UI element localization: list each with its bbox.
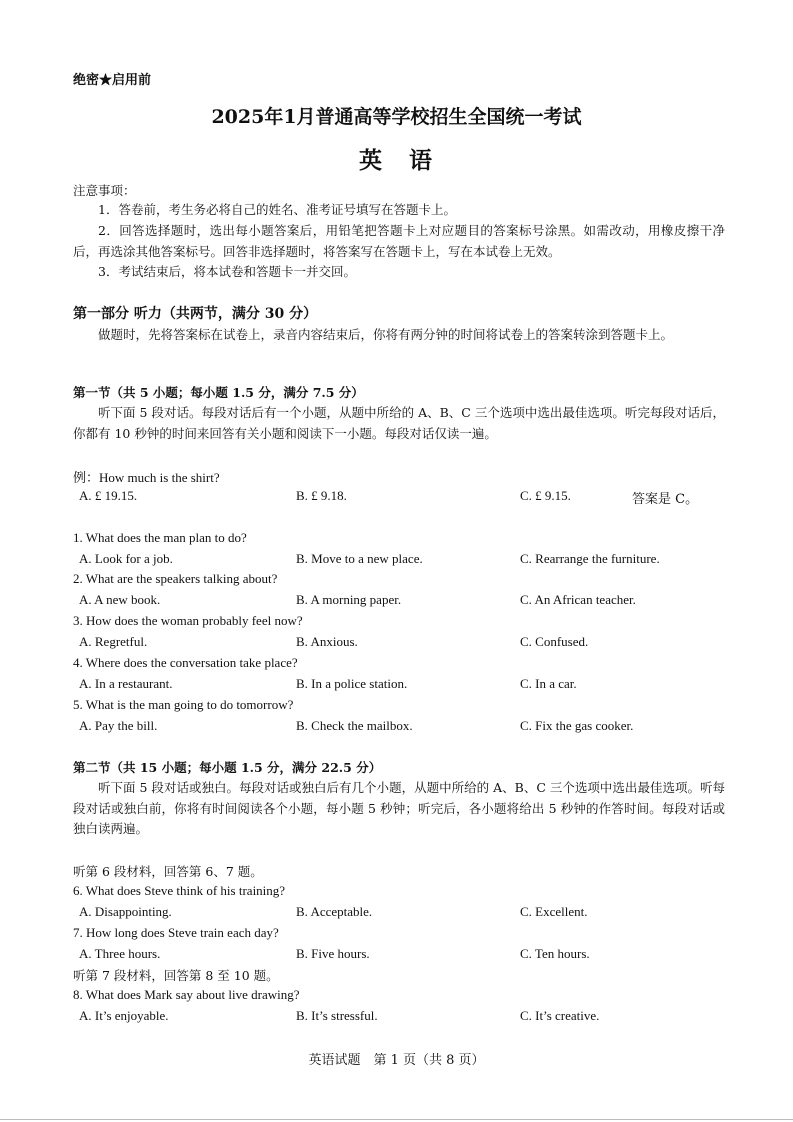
- page-footer: 英语试题 第 1 页（共 8 页）: [308, 1053, 485, 1068]
- question-3: 3. How does the woman probably feel now?: [73, 613, 303, 628]
- q5-option-c: C. Fix the gas cooker.: [520, 718, 634, 733]
- q7-option-c: C. Ten hours.: [520, 946, 590, 961]
- q2-option-c: C. An African teacher.: [520, 592, 636, 607]
- confidential-mark: 绝密★启用前: [73, 73, 152, 88]
- note-item-3: 3．考试结束后，将本试卷和答题卡一并交回。: [98, 264, 356, 279]
- question-2: 2. What are the speakers talking about?: [73, 571, 278, 586]
- q5-option-a: A. Pay the bill.: [79, 718, 158, 733]
- q2-option-b: B. A morning paper.: [296, 592, 402, 607]
- question-5: 5. What is the man going to do tomorrow?: [73, 697, 294, 712]
- q3-option-a: A. Regretful.: [79, 634, 148, 649]
- q8-option-c: C. It’s creative.: [520, 1008, 600, 1023]
- part1-intro: 做题时，先将答案标在试卷上，录音内容结束后，你将有两分钟的时间将试卷上的答案转涂到答题卡上。: [98, 327, 674, 342]
- q4-option-c: C. In a car.: [520, 676, 577, 691]
- q8-option-a: A. It’s enjoyable.: [79, 1008, 169, 1023]
- question-6: 6. What does Steve think of his training?: [73, 883, 286, 898]
- example-option-b: B. £ 9.18.: [296, 488, 347, 503]
- q8-option-b: B. It’s stressful.: [296, 1008, 378, 1023]
- example-answer: 答案是 C。: [632, 492, 699, 507]
- example-question: 例：How much is the shirt?: [73, 470, 220, 485]
- q1-option-c: C. Rearrange the furniture.: [520, 551, 660, 566]
- part1-heading: 第一部分 听力（共两节，满分 30 分）: [73, 306, 318, 322]
- q1-option-b: B. Move to a new place.: [296, 551, 423, 566]
- example-option-c: C. £ 9.15.: [520, 488, 571, 503]
- bottom-divider: [0, 1119, 793, 1120]
- question-7: 7. How long does Steve train each day?: [73, 925, 279, 940]
- q7-option-a: A. Three hours.: [79, 946, 161, 961]
- question-8: 8. What does Mark say about live drawing?: [73, 987, 300, 1002]
- note-item-2: 2．回答选择题时，选出每小题答案后，用铅笔把答题卡上对应题目的答案标号涂黑。如需改动，用橡皮擦干净后，再选涂其他答案标号。回答非选择题时，将答案写在答题卡上，写在本试卷上无效。: [73, 223, 725, 259]
- section2-heading: 第二节（共 15 小题；每小题 1.5 分，满分 22.5 分）: [73, 760, 382, 775]
- q5-option-b: B. Check the mailbox.: [296, 718, 413, 733]
- exam-title: 2025年1月普通高等学校招生全国统一考试: [211, 106, 582, 128]
- material-7-note: 听第 7 段材料，回答第 8 至 10 题。: [73, 968, 279, 983]
- q6-option-b: B. Acceptable.: [296, 904, 373, 919]
- question-4: 4. Where does the conversation take place?: [73, 655, 298, 670]
- example-option-a: A. £ 19.15.: [79, 488, 138, 503]
- q6-option-a: A. Disappointing.: [79, 904, 172, 919]
- question-1: 1. What does the man plan to do?: [73, 530, 247, 545]
- notes-heading: 注意事项：: [73, 183, 136, 198]
- section1-heading: 第一节（共 5 小题；每小题 1.5 分，满分 7.5 分）: [73, 385, 364, 400]
- note-item-1: 1．答卷前，考生务必将自己的姓名、准考证号填写在答题卡上。: [98, 202, 456, 217]
- subject-title: 英 语: [359, 147, 434, 174]
- q6-option-c: C. Excellent.: [520, 904, 588, 919]
- q4-option-a: A. In a restaurant.: [79, 676, 173, 691]
- q3-option-c: C. Confused.: [520, 634, 589, 649]
- q7-option-b: B. Five hours.: [296, 946, 370, 961]
- section1-intro: 听下面 5 段对话。每段对话后有一个小题，从题中所给的 A、B、C 三个选项中选出最佳选项。听完每段对话后，你都有 10 秒钟的时间来回答有关小题和阅读下一小题。每段对话仅读一遍。: [73, 405, 725, 441]
- q4-option-b: B. In a police station.: [296, 676, 408, 691]
- q3-option-b: B. Anxious.: [296, 634, 358, 649]
- section2-intro: 听下面 5 段对话或独白。每段对话或独白后有几个小题，从题中所给的 A、B、C 三个选项中选出最佳选项。听每段对话或独白前，你将有时间阅读各个小题，每小题 5 秒钟；听完后，各小题将给出 5 秒钟的作答时间。每段对话或独白读两遍。: [73, 780, 725, 836]
- q1-option-a: A. Look for a job.: [79, 551, 173, 566]
- q2-option-a: A. A new book.: [79, 592, 161, 607]
- material-6-note: 听第 6 段材料，回答第 6、7 题。: [73, 864, 263, 879]
